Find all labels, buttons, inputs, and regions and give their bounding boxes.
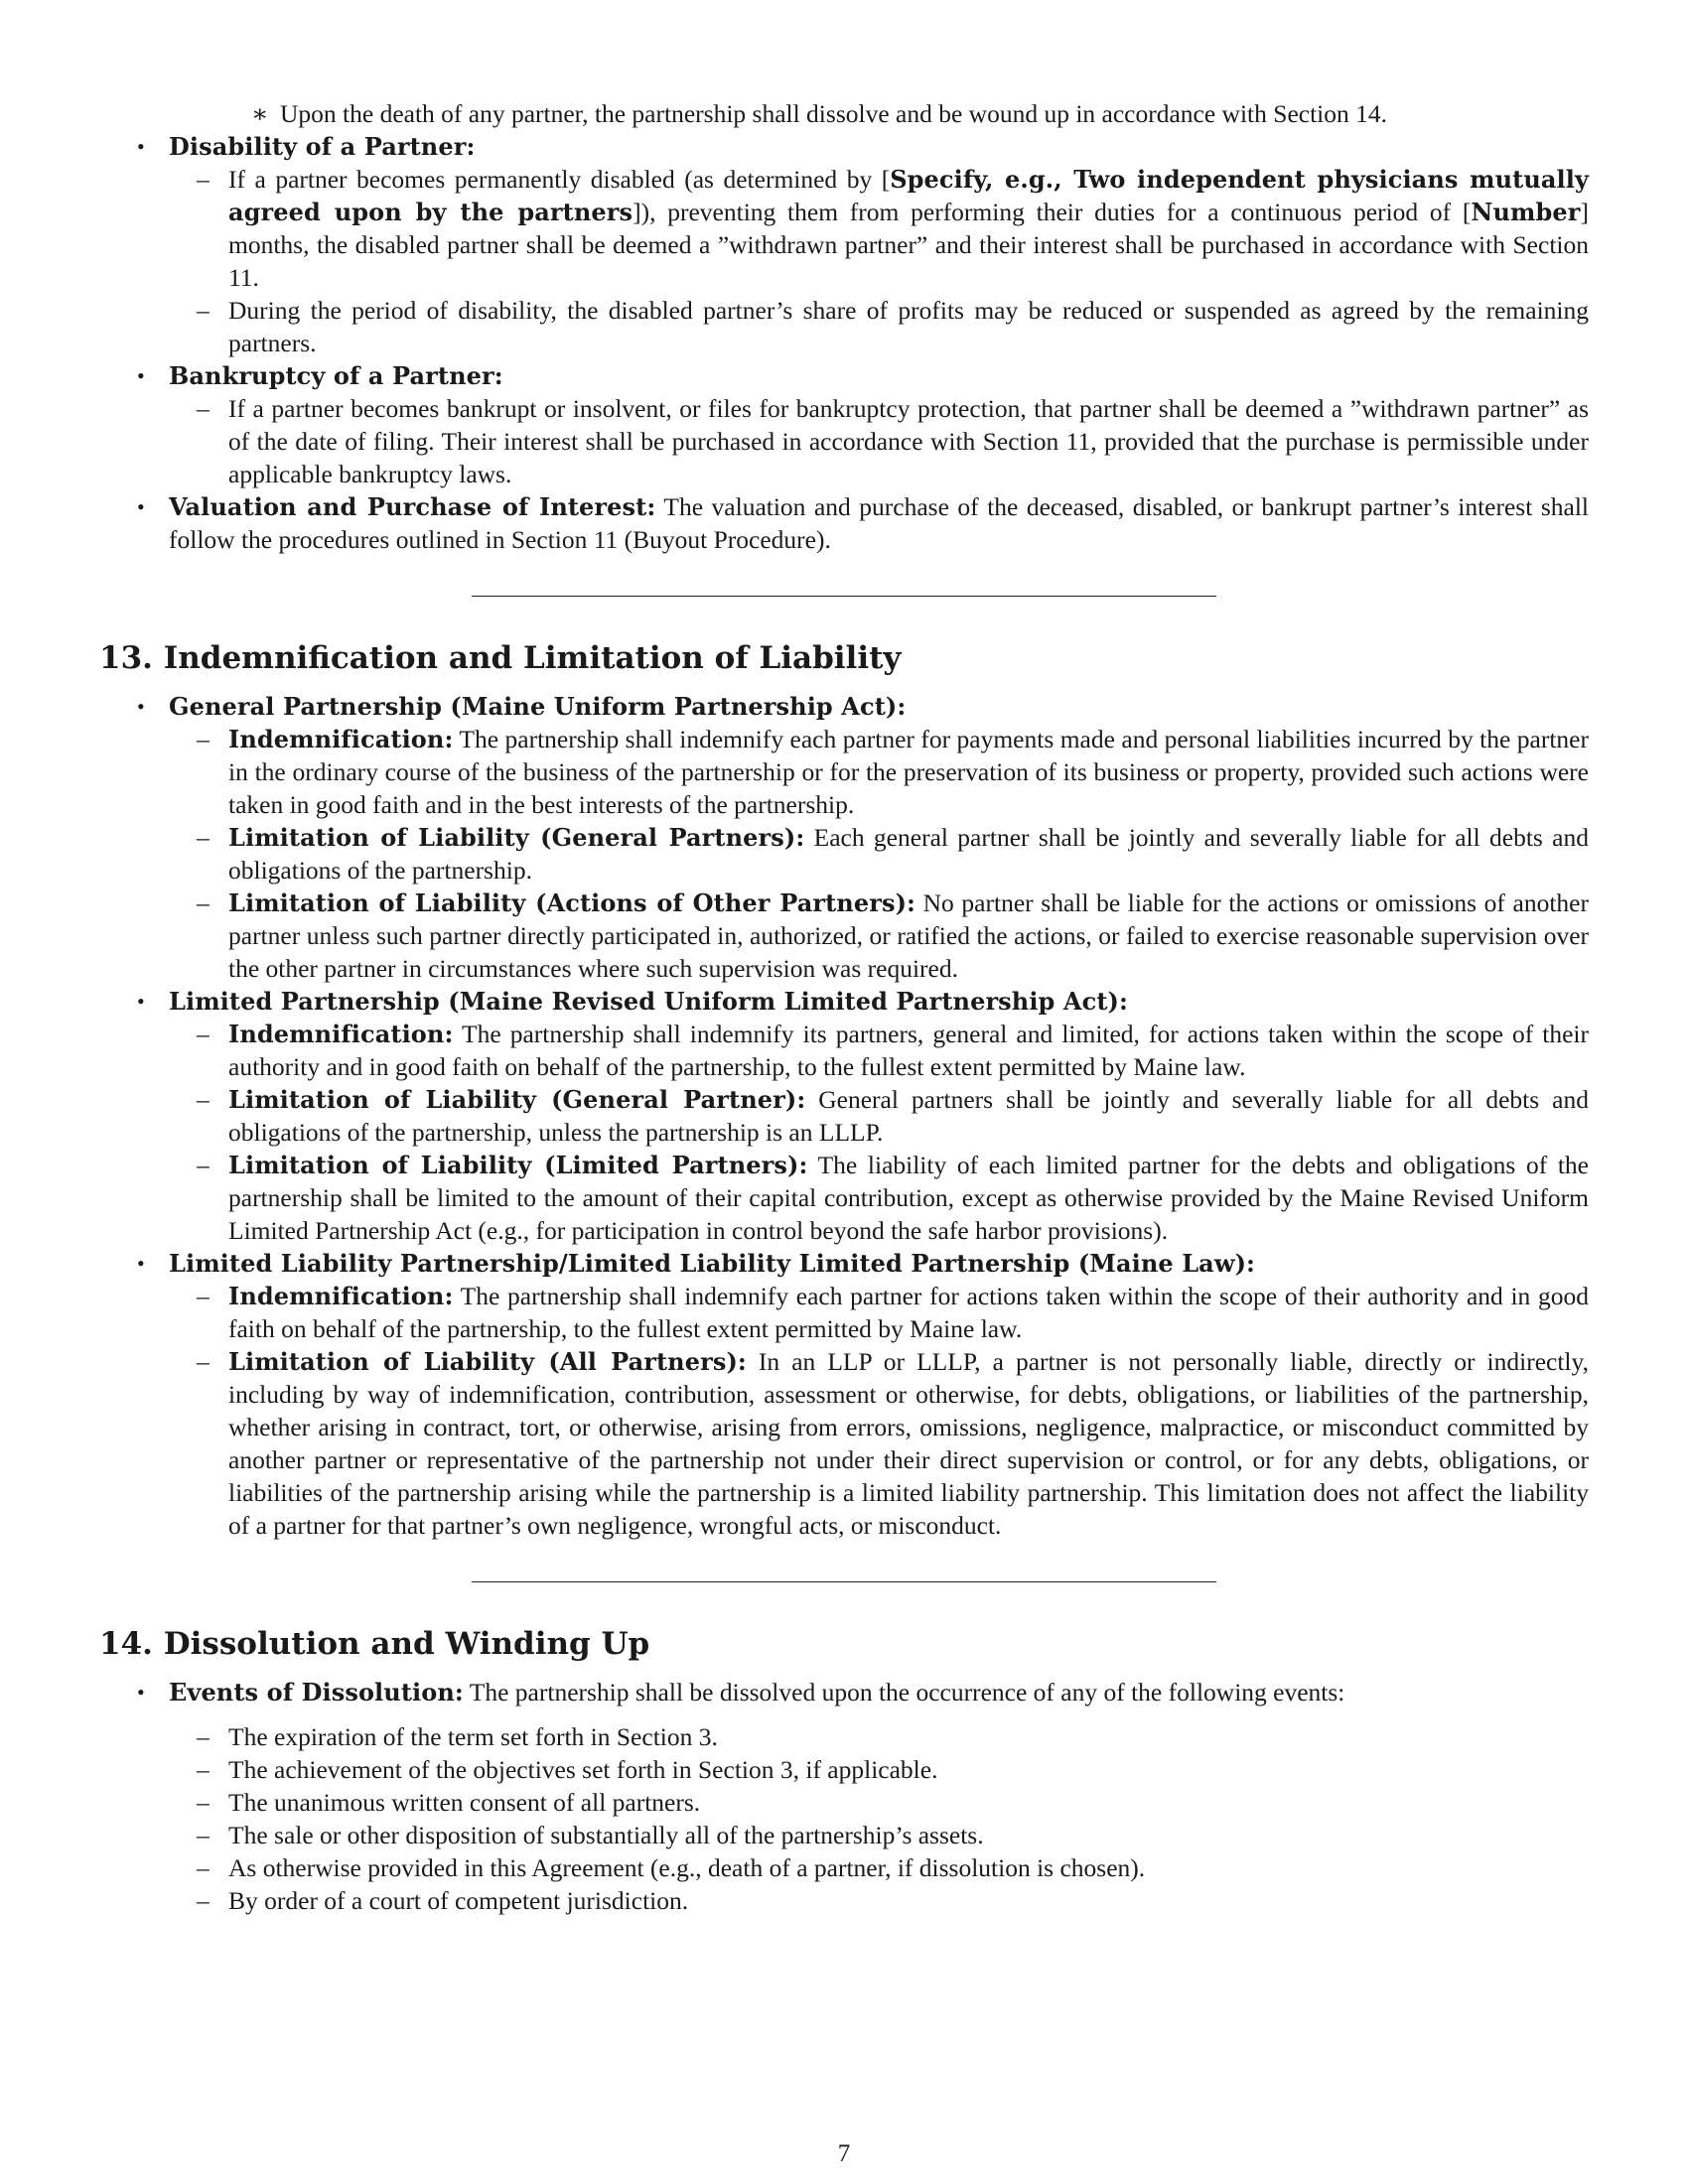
general-item-text: No partner shall be liable for the actions or omissions of another partner unless such partner directly participated in, authorized, or ratified the actions, or failed to exercise reasonable supervision over the other partner in circumstances where such supervision was required.	[228, 888, 1589, 983]
dash-bullet-icon: –	[197, 1151, 210, 1179]
llp-bullet	[99, 1247, 1589, 1280]
limited-item	[99, 1149, 1589, 1247]
llp-item-label: Indemnification:	[228, 1282, 454, 1310]
general-item-text: Each general partner shall be jointly and severally liable for all debts and obligations of the partnership.	[228, 823, 1589, 885]
disability-item1-mid: ]), preventing them from performing their duties for a continuous period of [	[633, 198, 1472, 226]
limited-item	[99, 1083, 1589, 1149]
valuation-bullet	[99, 490, 1589, 556]
dissolution-event-item	[99, 1753, 1589, 1786]
llp-item-text: In an LLP or LLLP, a partner is not personally liable, directly or indirectly, including by way of indemnification, contribution, assessment or otherwise, for debts, obligations, or liabilities of the partnership, whether arising in contract, tort, or otherwise, arising from errors, omissions, negligence, malpractice, or misconduct committed by another partner or representative of the partnership not under their direct supervision or control, or for any debts, obligations, or liabilities of the partnership arising while the partnership is a limited liability partnership. This limitation does not affect the liability of a partner for that partner’s own negligence, wrongful acts, or misconduct.	[228, 1347, 1589, 1540]
general-item-label: Limitation of Liability (Actions of Other Partners):	[228, 888, 915, 917]
dash-bullet-icon: –	[197, 888, 210, 917]
dash-bullet-icon: –	[197, 725, 210, 753]
llp-item-label: Limitation of Liability (All Partners):	[228, 1347, 747, 1376]
bullet-icon: •	[137, 134, 145, 159]
limited-item-text: The liability of each limited partner for the debts and obligations of the partnership shall be limited to the amount of their capital contribution, except as otherwise provided by the Maine Revised Uniform Limited Partnership Act (e.g., for participation in control beyond the safe harbor provisions).	[228, 1151, 1589, 1245]
asterisk-bullet-icon: ∗	[251, 99, 269, 128]
bullet-icon: •	[137, 989, 145, 1014]
valuation-text: The valuation and purchase of the deceased, disabled, or bankrupt partner’s interest shall follow the procedures outlined in Section 11 (Buyout Procedure).	[169, 492, 1589, 554]
dissolution-event-item	[99, 1786, 1589, 1819]
dash-bullet-icon: –	[197, 296, 210, 325]
disability-item1-bold: Specify, e.g., Two independent physicians mutually agreed upon by the partners	[228, 165, 1590, 226]
death-item-text: Upon the death of any partner, the partnership shall dissolve and be wound up in accordance with Section 14.	[280, 99, 1388, 128]
bullet-icon: •	[137, 1680, 145, 1705]
dash-bullet-icon: –	[197, 1085, 210, 1114]
dissolution-event-text: As otherwise provided in this Agreement (e.g., death of a partner, if dissolution is chosen).	[228, 1853, 1146, 1882]
bullet-icon: •	[137, 494, 145, 519]
dash-bullet-icon: –	[197, 1821, 210, 1849]
disability-item1-number: Number	[1471, 198, 1581, 226]
bankruptcy-heading: Bankruptcy of a Partner:	[169, 361, 503, 390]
dash-bullet-icon: –	[197, 1347, 210, 1376]
disability-item1-post: ] months, the disabled partner shall be deemed a ”withdrawn partner” and their interest shall be purchased in accordance with Section 11.	[228, 198, 1589, 292]
general-partnership-bullet	[99, 690, 1589, 723]
page-number: 7	[837, 2140, 851, 2167]
disability-item2-text: During the period of disability, the disabled partner’s share of profits may be reduced or suspended as agreed by the remaining partners.	[228, 296, 1589, 357]
disability-heading: Disability of a Partner:	[169, 132, 476, 161]
limited-item-text: The partnership shall indemnify its partners, general and limited, for actions taken within the scope of their authority and in good faith on behalf of the partnership, to the fullest extent permitted by Maine law.	[228, 1020, 1589, 1081]
dash-bullet-icon: –	[197, 1020, 210, 1048]
dash-bullet-icon: –	[197, 1886, 210, 1915]
dissolution-event-item	[99, 1720, 1589, 1753]
limited-partnership-bullet	[99, 985, 1589, 1018]
bullet-icon: •	[137, 694, 145, 719]
general-item	[99, 723, 1589, 821]
dash-bullet-icon: –	[197, 823, 210, 852]
events-of-dissolution-bullet	[99, 1676, 1589, 1708]
general-item	[99, 821, 1589, 887]
dash-bullet-icon: –	[197, 394, 210, 423]
limited-partnership-heading: Limited Partnership (Maine Revised Uniform Limited Partnership Act):	[169, 987, 1128, 1016]
dash-bullet-icon: –	[197, 165, 210, 194]
dash-bullet-icon: –	[197, 1722, 210, 1751]
disability-item-1	[99, 163, 1589, 294]
limited-item-label: Limitation of Liability (General Partner):	[228, 1085, 806, 1114]
disability-item1-pre: If a partner becomes permanently disabled (as determined by [	[228, 165, 891, 194]
llp-item	[99, 1280, 1589, 1345]
bankruptcy-bullet	[99, 359, 1589, 392]
dash-bullet-icon: –	[197, 1282, 210, 1310]
general-item-label: Limitation of Liability (General Partners):	[228, 823, 805, 852]
dissolution-event-item	[99, 1851, 1589, 1884]
document-page	[99, 97, 1589, 1917]
events-heading: Events of Dissolution:	[169, 1678, 464, 1706]
dash-bullet-icon: –	[197, 1755, 210, 1784]
dissolution-event-item	[99, 1819, 1589, 1851]
limited-item-label: Limitation of Liability (Limited Partners):	[228, 1151, 808, 1179]
bankruptcy-item-1	[99, 392, 1589, 490]
llp-item-text: The partnership shall indemnify each partner for actions taken within the scope of their authority and in good faith on behalf of the partnership, to the fullest extent permitted by Maine law.	[228, 1282, 1589, 1343]
valuation-heading: Valuation and Purchase of Interest:	[169, 492, 656, 521]
llp-item	[99, 1345, 1589, 1542]
limited-item-text: General partners shall be jointly and severally liable for all debts and obligations of the partnership, unless the partnership is an LLLP.	[228, 1085, 1589, 1147]
dissolution-event-text: The expiration of the term set forth in Section 3.	[228, 1722, 718, 1751]
dash-bullet-icon: –	[197, 1853, 210, 1882]
dissolution-event-text: The sale or other disposition of substantially all of the partnership’s assets.	[228, 1821, 984, 1849]
bankruptcy-item1-text: If a partner becomes bankrupt or insolvent, or files for bankruptcy protection, that partner shall be deemed a ”withdrawn partner” as of the date of filing. Their interest shall be purchased in accordance with Section 11, provided that the purchase is permissible under applicable bankruptcy laws.	[228, 394, 1589, 488]
general-partnership-heading: General Partnership (Maine Uniform Partnership Act):	[169, 692, 907, 721]
section-13-title: 13. Indemnification and Limitation of Liability	[99, 640, 902, 676]
section-14-title: 14. Dissolution and Winding Up	[99, 1626, 650, 1662]
general-item-text: The partnership shall indemnify each partner for payments made and personal liabilities incurred by the partner in the ordinary course of the business of the partnership or for the preservation of its business or property, provided such actions were taken in good faith and in the best interests of the partnership.	[228, 725, 1589, 819]
llp-heading: Limited Liability Partnership/Limited Liability Limited Partnership (Maine Law):	[169, 1249, 1256, 1278]
general-item-label: Indemnification:	[228, 725, 454, 753]
dissolution-event-text: By order of a court of competent jurisdiction.	[228, 1886, 689, 1915]
bullet-icon: •	[137, 1251, 145, 1276]
limited-item	[99, 1018, 1589, 1083]
disability-bullet	[99, 130, 1589, 163]
dissolution-event-text: The unanimous written consent of all partners.	[228, 1788, 701, 1817]
death-list-item	[99, 97, 1589, 130]
disability-item-2	[99, 294, 1589, 359]
dash-bullet-icon: –	[197, 1788, 210, 1817]
dissolution-event-item	[99, 1884, 1589, 1917]
events-text: The partnership shall be dissolved upon the occurrence of any of the following events:	[463, 1678, 1345, 1706]
general-item	[99, 887, 1589, 985]
limited-item-label: Indemnification:	[228, 1020, 454, 1048]
bullet-icon: •	[137, 363, 145, 388]
dissolution-event-text: The achievement of the objectives set forth in Section 3, if applicable.	[228, 1755, 938, 1784]
